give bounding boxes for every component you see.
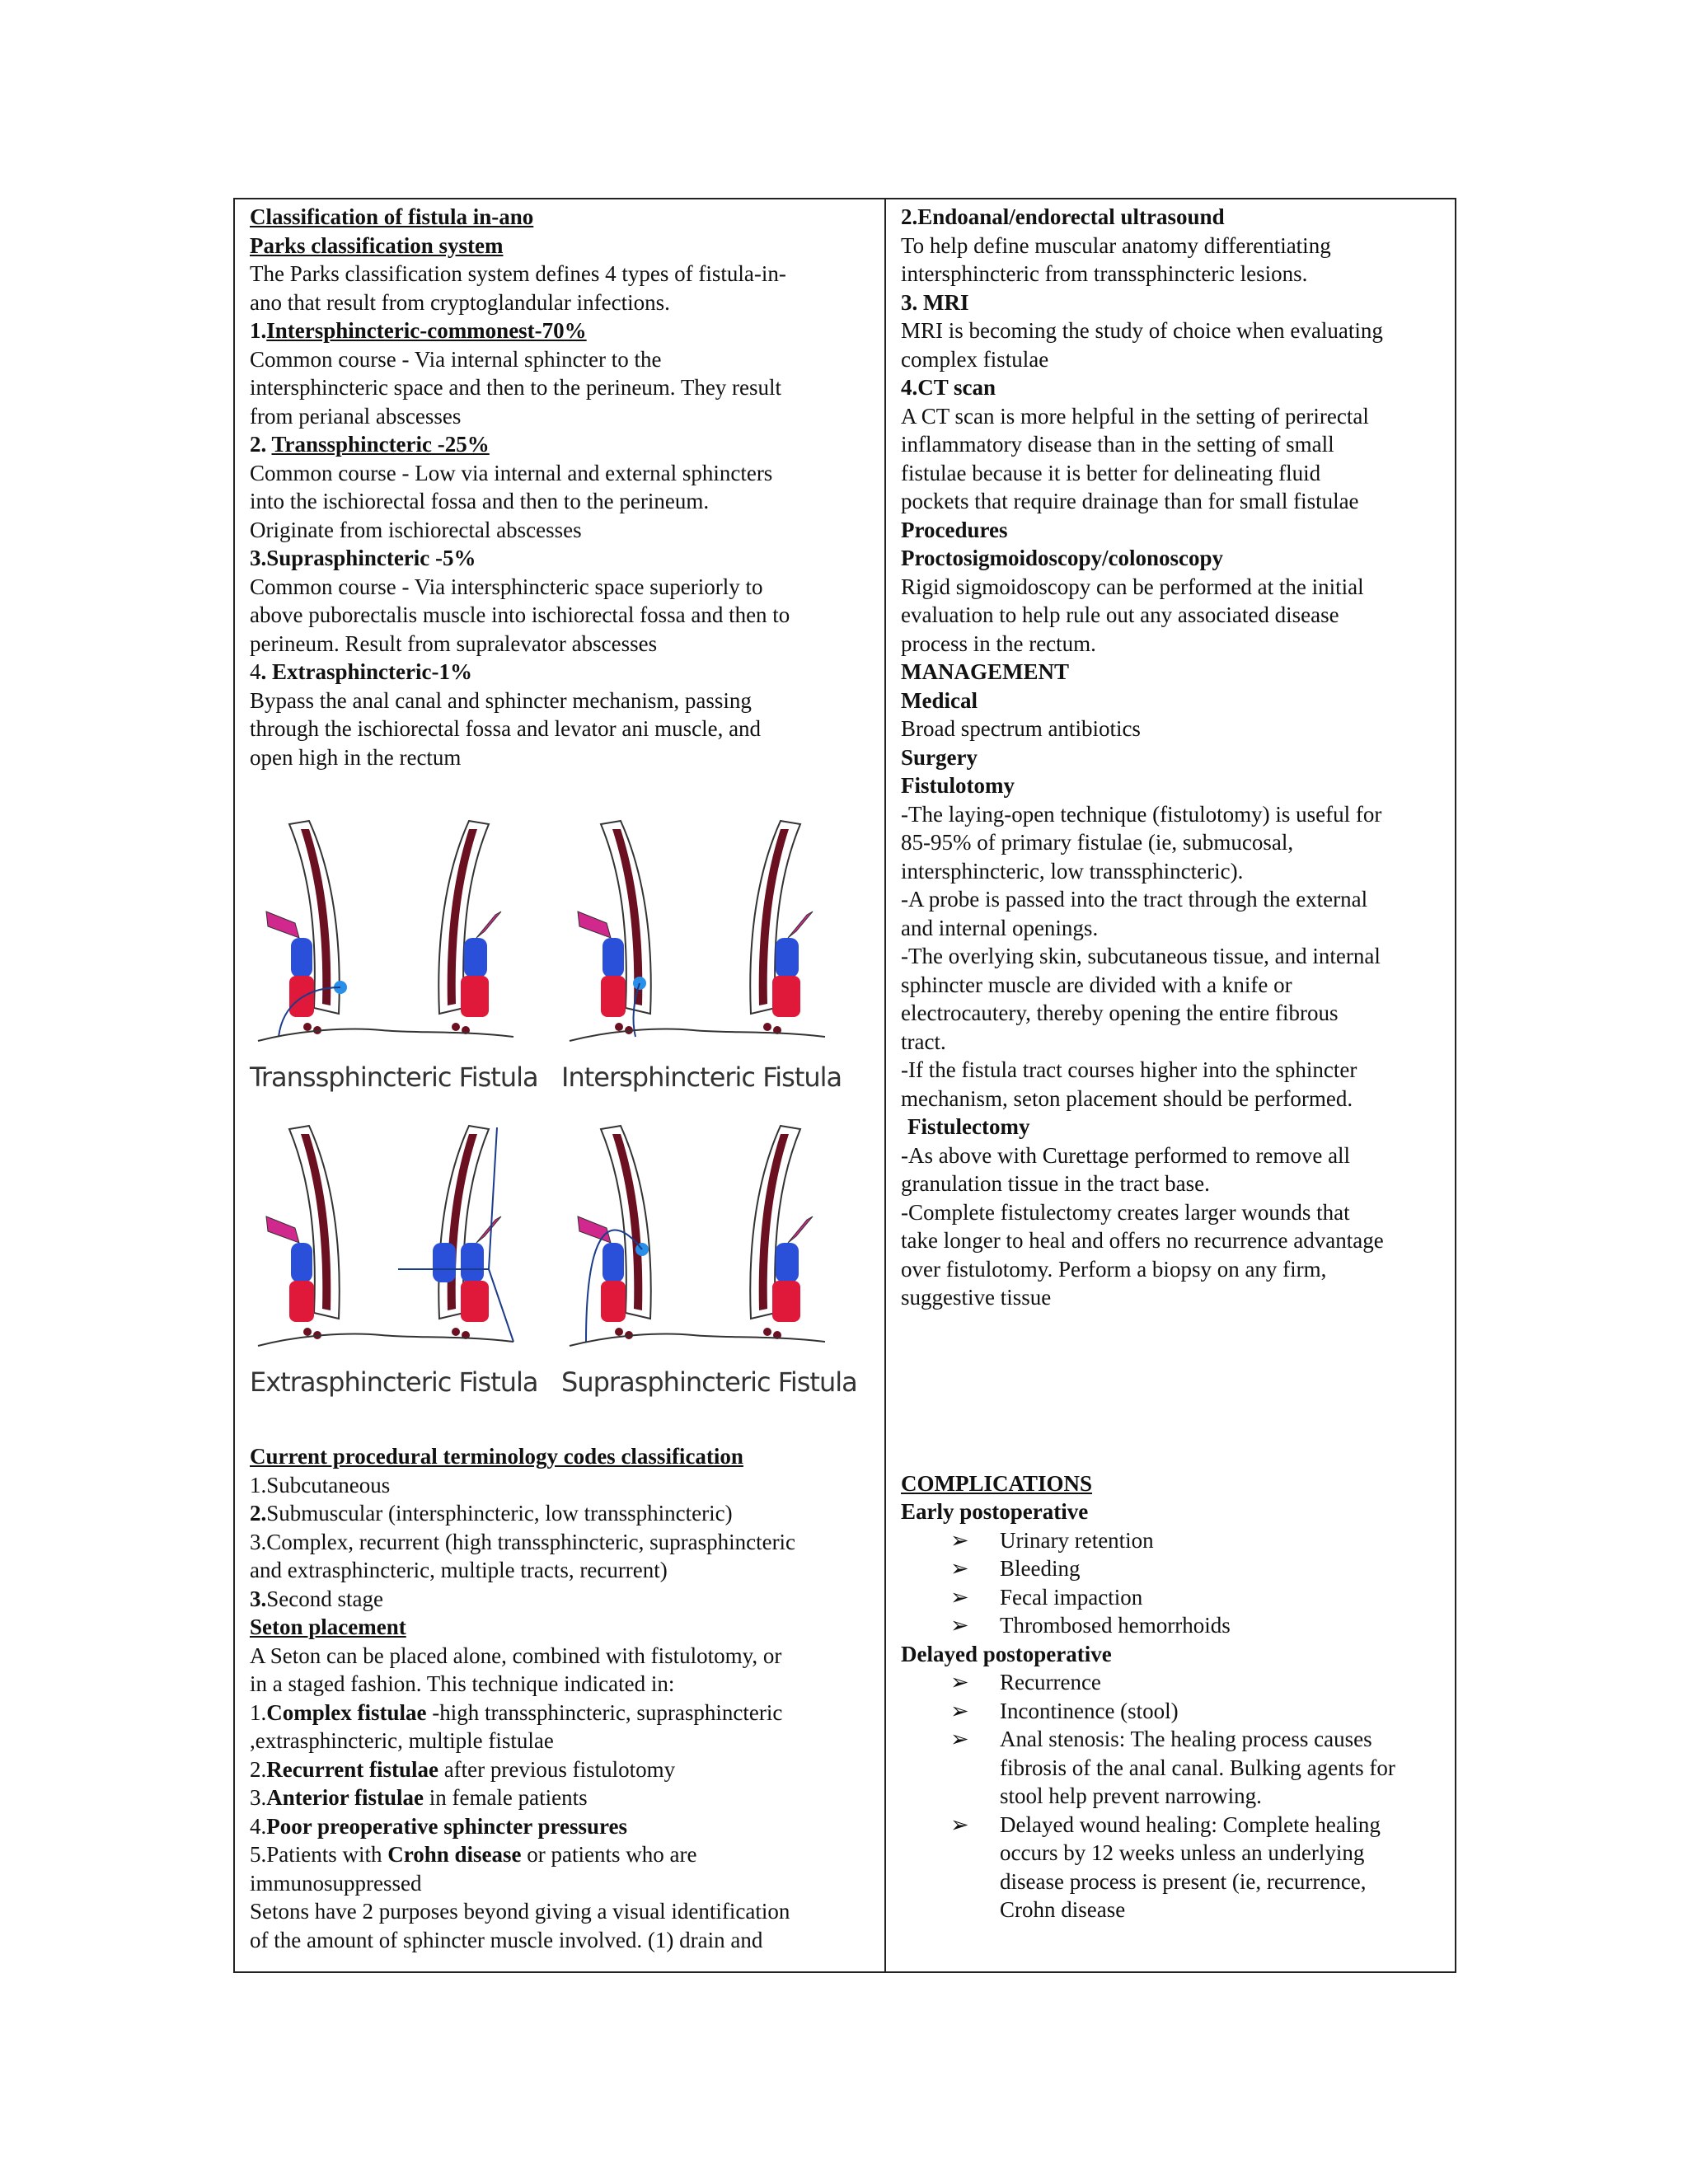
classification-heading: Classification of fistula in-ano (250, 204, 534, 229)
type1-text-line: Common course - Via internal sphincter to the (250, 346, 662, 372)
arrow-bullet-icon: ➢ (950, 1556, 969, 1581)
arrow-bullet-icon: ➢ (950, 1727, 969, 1751)
seton-purpose-line: of the amount of sphincter muscle involved. (1) drain and (250, 1927, 763, 1952)
type2-heading: 2. Transsphincteric -25% (250, 432, 490, 457)
fistulectomy-text-line: -Complete fistulectomy creates larger wounds that (901, 1199, 1350, 1225)
mri-heading: 3. MRI (901, 289, 969, 315)
fistulotomy-heading: Fistulotomy (901, 773, 1015, 798)
procto-text-line: process in the rectum. (901, 630, 1096, 656)
seton-indication: 1.Complex fistulae -high transsphincteric, suprasphincteric (250, 1699, 783, 1725)
fistula-diagrams (250, 814, 857, 1424)
arrow-bullet-icon: ➢ (950, 1613, 969, 1638)
type4-text-line: open high in the rectum (250, 744, 462, 770)
type1-heading: 1.Intersphincteric-commonest-70% (250, 318, 587, 343)
list-item: ➢ Delayed wound healing: Complete healing occurs by 12 weeks unless an underlying disease process is present (ie, recurrence, Crohn disease (901, 1811, 1448, 1924)
medical-text: Broad spectrum antibiotics (901, 716, 1141, 741)
procto-text-line: evaluation to help rule out any associated disease (901, 602, 1339, 627)
cpt-heading: Current procedural terminology codes classification (250, 1444, 743, 1469)
type3-heading: 3.Suprasphincteric -5% (250, 546, 476, 570)
ct-text-line: pockets that require drainage than for small fistulae (901, 489, 1359, 513)
type1-text-line: from perianal abscesses (250, 403, 462, 429)
type4-title: . Extrasphincteric-1% (260, 659, 472, 684)
anal-canal-illustration (561, 814, 833, 1062)
complications-heading: COMPLICATIONS (901, 1470, 1093, 1496)
diagram-transsphincteric (250, 814, 538, 1111)
type3-text-line: perineum. Result from supralevator abscesses (250, 630, 658, 656)
fistulotomy-text-line: tract. (901, 1029, 946, 1054)
seton-indication: 3.Anterior fistulae in female patients (250, 1785, 588, 1810)
ct-text-line: fistulae because it is better for delineating fluid (901, 460, 1321, 485)
seton-indication: ,extrasphincteric, multiple fistulae (250, 1728, 554, 1753)
anal-canal-illustration (561, 1119, 833, 1366)
fistulectomy-text-line: -As above with Curettage performed to remove all (901, 1142, 1351, 1168)
fistulotomy-text-line: -The laying-open technique (fistulotomy) is useful for (901, 801, 1382, 827)
parks-intro-line: The Parks classification system defines 4 types of fistula-in- (250, 261, 786, 286)
diagram-extrasphincteric (250, 1119, 538, 1416)
arrow-bullet-icon: ➢ (950, 1811, 969, 1837)
ct-text-line: inflammatory disease than in the setting of small (901, 432, 1334, 457)
seton-purpose-line: Setons have 2 purposes beyond giving a visual identification (250, 1899, 790, 1924)
cpt-item: 3.Second stage (250, 1586, 383, 1611)
diagram-suprasphincteric (561, 1119, 857, 1416)
list-item: ➢ Urinary retention (901, 1526, 1448, 1555)
right-column (886, 199, 1455, 1971)
seton-indication: 4.Poor preoperative sphincter pressures (250, 1813, 627, 1839)
arrow-bullet-icon: ➢ (950, 1584, 969, 1610)
seton-indication: 2.Recurrent fistulae after previous fistulotomy (250, 1756, 676, 1782)
fistulectomy-text-line: take longer to heal and offers no recurrence advantage (901, 1228, 1384, 1253)
fistulectomy-text-line: granulation tissue in the tract base. (901, 1171, 1210, 1196)
fistulotomy-text-line: intersphincteric, low transsphincteric). (901, 858, 1244, 883)
list-item: ➢ Bleeding (901, 1554, 1448, 1583)
seton-intro-line: in a staged fashion. This technique indicated in: (250, 1671, 675, 1696)
fistulotomy-text-line: -A probe is passed into the tract through the external (901, 887, 1368, 912)
surgery-heading: Surgery (901, 744, 978, 770)
anal-canal-illustration (250, 1119, 522, 1366)
procto-heading: Proctosigmoidoscopy/colonoscopy (901, 546, 1223, 570)
arrow-bullet-icon: ➢ (950, 1670, 969, 1694)
mri-text-line: MRI is becoming the study of choice when evaluating (901, 318, 1383, 343)
early-postoperative-heading: Early postoperative (901, 1499, 1089, 1524)
list-item: ➢ Fecal impaction (901, 1583, 1448, 1612)
left-column (235, 199, 886, 1971)
ultrasound-heading: 2.Endoanal/endorectal ultrasound (901, 204, 1225, 229)
delayed-postoperative-heading: Delayed postoperative (901, 1641, 1112, 1666)
cpt-item: and extrasphincteric, multiple tracts, recurrent) (250, 1558, 668, 1582)
medical-heading: Medical (901, 687, 978, 713)
ct-heading: 4.CT scan (901, 375, 996, 400)
fistulotomy-text-line: -If the fistula tract courses higher into the sphincter (901, 1057, 1357, 1082)
spacer (901, 1312, 1448, 1469)
type1-title: Intersphincteric-commonest-70% (266, 318, 587, 343)
diagram-caption: Suprasphincteric Fistula (561, 1366, 857, 1398)
fistulotomy-text-line: -The overlying skin, subcutaneous tissue, and internal (901, 944, 1381, 968)
fistulectomy-text-line: suggestive tissue (901, 1285, 1052, 1310)
fistulectomy-heading: Fistulectomy (907, 1114, 1030, 1139)
procto-text-line: Rigid sigmoidoscopy can be performed at the initial (901, 574, 1364, 599)
list-item: ➢ Anal stenosis: The healing process causes fibrosis of the anal canal. Bulking agents for stool help prevent narrowing. (901, 1725, 1448, 1811)
list-item: ➢ Thrombosed hemorrhoids (901, 1611, 1448, 1640)
cpt-item: 2.Submuscular (intersphincteric, low transsphincteric) (250, 1501, 733, 1526)
type2-text-line: Common course - Low via internal and external sphincters (250, 460, 773, 485)
mri-text-line: complex fistulae (901, 346, 1049, 372)
fistulectomy-text-line: over fistulotomy. Perform a biopsy on any firm, (901, 1256, 1327, 1282)
seton-intro-line: A Seton can be placed alone, combined with fistulotomy, or (250, 1643, 782, 1668)
fistulotomy-text-line: 85-95% of primary fistulae (ie, submucosal, (901, 830, 1294, 855)
type2-text-line: into the ischiorectal fossa and then to the perineum. (250, 489, 710, 513)
type4-heading: 4. Extrasphincteric-1% (250, 659, 472, 684)
arrow-bullet-icon: ➢ (950, 1527, 969, 1553)
parks-heading: Parks classification system (250, 232, 504, 258)
procedures-heading: Procedures (901, 517, 1008, 542)
type2-text-line: Originate from ischiorectal abscesses (250, 517, 582, 542)
diagram-caption: Transsphincteric Fistula (250, 1062, 538, 1093)
type2-title: Transsphincteric -25% (271, 432, 490, 457)
cpt-item: 3.Complex, recurrent (high transsphincteric, suprasphincteric (250, 1529, 796, 1554)
type3-text-line: Common course - Via intersphincteric space superiorly to (250, 574, 763, 599)
fistulotomy-text-line: electrocautery, thereby opening the entire fibrous (901, 1001, 1339, 1025)
management-heading: MANAGEMENT (901, 659, 1069, 684)
type3-text-line: above puborectalis muscle into ischiorectal fossa and then to (250, 602, 790, 627)
diagram-intersphincteric (561, 814, 842, 1111)
content-table (233, 198, 1456, 1973)
type1-text-line: intersphincteric space and then to the perineum. They result (250, 375, 782, 400)
fistulotomy-text-line: mechanism, seton placement should be performed. (901, 1085, 1353, 1111)
ultrasound-text-line: To help define muscular anatomy differentiating (901, 232, 1331, 258)
ct-text-line: A CT scan is more helpful in the setting of perirectal (901, 403, 1369, 429)
diagram-caption: Intersphincteric Fistula (561, 1062, 842, 1093)
list-item: ➢ Incontinence (stool) (901, 1697, 1448, 1726)
type4-text-line: through the ischiorectal fossa and levator ani muscle, and (250, 716, 762, 741)
fistulotomy-text-line: sphincter muscle are divided with a knife or (901, 972, 1292, 997)
seton-indication: 5.Patients with Crohn disease or patients who are (250, 1842, 697, 1867)
seton-indication: immunosuppressed (250, 1870, 422, 1896)
fistulotomy-text-line: and internal openings. (901, 915, 1099, 940)
diagram-caption: Extrasphincteric Fistula (250, 1366, 538, 1398)
anal-canal-illustration (250, 814, 522, 1062)
ultrasound-text-line: intersphincteric from transsphincteric lesions. (901, 261, 1308, 286)
parks-intro-line: ano that result from cryptoglandular infections. (250, 289, 670, 315)
arrow-bullet-icon: ➢ (950, 1698, 969, 1723)
list-item: ➢ Recurrence (901, 1668, 1448, 1697)
seton-heading: Seton placement (250, 1615, 406, 1639)
cpt-item: 1.Subcutaneous (250, 1472, 391, 1497)
type4-text-line: Bypass the anal canal and sphincter mechanism, passing (250, 687, 752, 713)
